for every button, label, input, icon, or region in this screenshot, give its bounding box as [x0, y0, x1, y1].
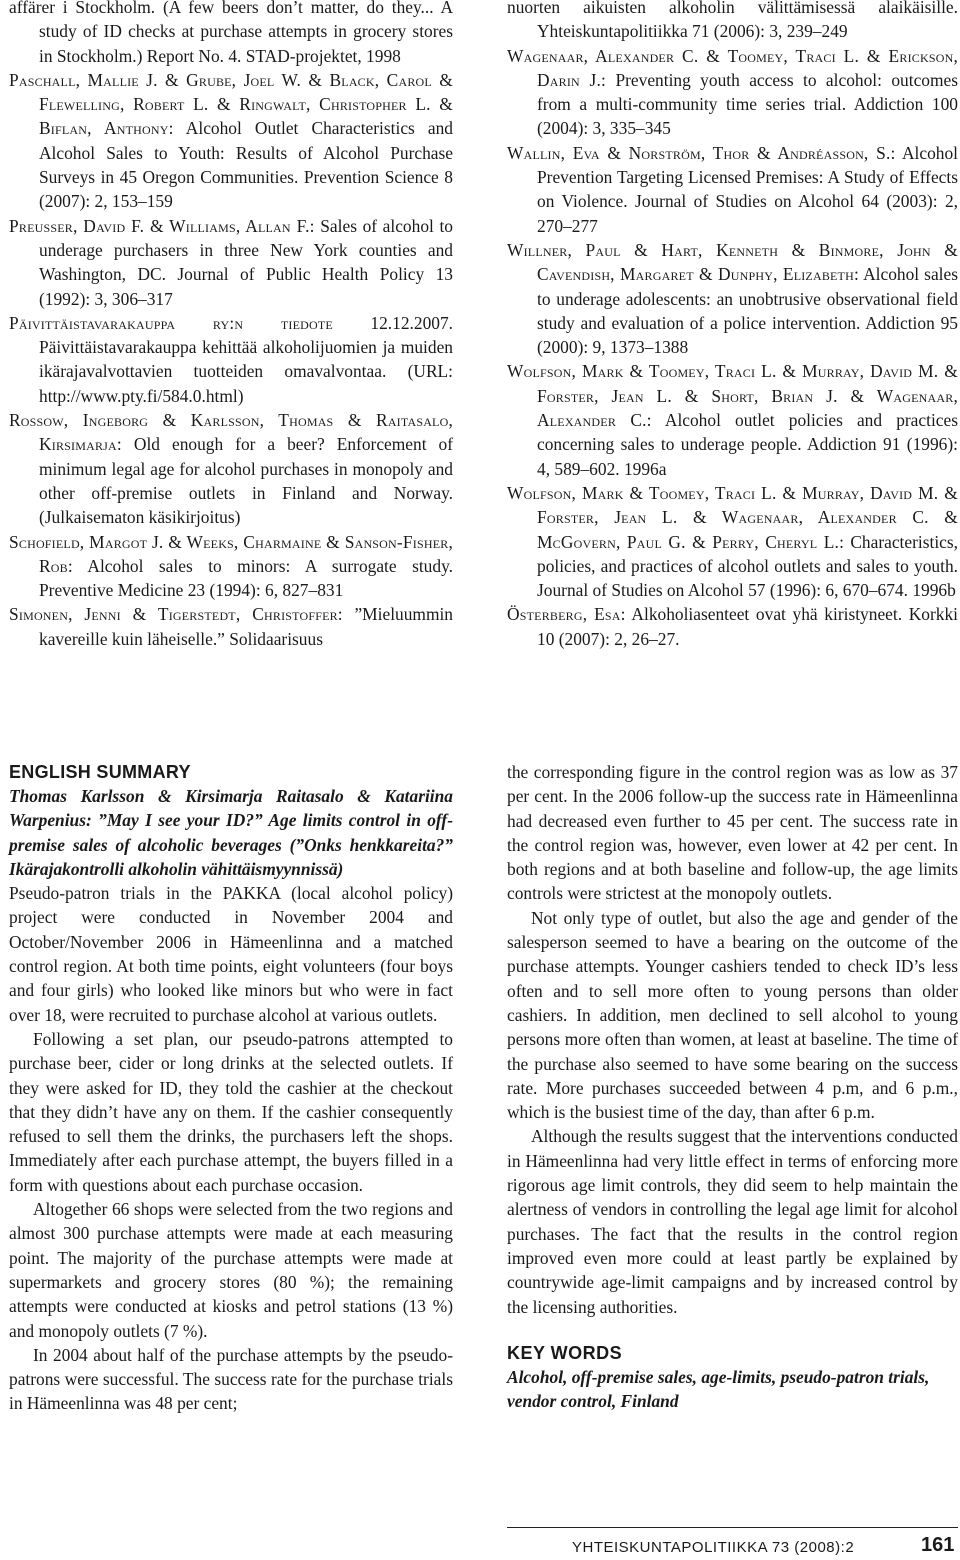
summary-paragraph: Although the results suggest that the interventions conducted in Hämeenlinna had very little effect in terms of enforcing more rigorous age limit controls, they did seem to help maintain the alertness of vendors in controlling the legal age limit for alcohol purchases. The fact that the results in the control region improved even more could at least partly be explained by countrywide age-limit campaigns and by increased control by the licensing authorities.	[507, 1126, 958, 1317]
reference-entry: Preusser, David F. & Williams, Allan F.: Sales of alcohol to underage purchasers in three New York counties and Washington, DC. Journal of Public Health Policy 13 (1992): 3, 306–317	[9, 215, 453, 309]
reference-entry: Wolfson, Mark & Toomey, Traci L. & Murray, David M. & Forster, Jean L. & Wagenaar, Alexander C. & McGovern, Paul G. & Perry, Cheryl L.: Characteristics, policies, and practices of alcohol outlets and sales to youth. Journal of Studies on Alcohol 57 (1996): 6, 670–674. 1996b	[507, 482, 958, 601]
reference-entry: Päivittäistavarakauppa ry:n tiedote 12.12.2007. Päivittäistavarakauppa kehittää alkoholijuomien ja muiden ikärajavalvottavien tuotteiden omavalvontaa. (URL: http://www.pty.fi/584.0.html)	[9, 312, 454, 406]
reference-entry: affärer i Stockholm. (A few beers don’t matter, do they... A study of ID checks at purchase attempts in grocery stores in Stockholm.) Report No. 4. STAD-projektet, 1998	[9, 0, 453, 66]
summary-paragraph: Not only type of outlet, but also the age and gender of the salesperson seemed to have a bearing on the outcome of the purchase attempts. Younger cashiers tended to check ID’s less often and to sell more often to young persons than older cashiers. In addition, men declined to sell alcohol to young persons more often than women, at least at baseline. The time of the purchase also seemed to have some bearing on the success rate. More purchases succeeded between 4 p.m, and 6 p.m., which is the busiest time of the day, than after 6 p.m.	[507, 907, 958, 1123]
summary-paragraph: the corresponding figure in the control region was as low as 37 per cent. In the 2006 follow-up the success rate in Hämeenlinna had decreased even further to 45 per cent. The success rate in the control region was, however, even lower at 42 per cent. In both regions and at both baseline and follow-up, the age limits controls were strictest at the monopoly outlets.	[507, 762, 958, 904]
footer-divider	[507, 1527, 958, 1528]
references-column-right	[507, 0, 958, 651]
reference-entry: Schofield, Margot J. & Weeks, Charmaine & Sanson-Fisher, Rob: Alcohol sales to minors: A surrogate study. Preventive Medicine 23 (1994): 6, 827–831	[9, 531, 453, 601]
reference-entry: Wagenaar, Alexander C. & Toomey, Traci L. & Erickson, Darin J.: Preventing youth access to alcohol: outcomes from a multi-community time series trial. Addiction 100 (2004): 3, 335–345	[507, 45, 958, 139]
reference-entry: Simonen, Jenni & Tigerstedt, Christoffer: ”Mieluummin kavereille kuin läheiselle.” Solidaarisuus	[9, 604, 453, 649]
reference-entry: Rossow, Ingeborg & Karlsson, Thomas & Raitasalo, Kirsimarja: Old enough for a beer? Enforcement of minimum legal age for alcohol purchases in monopoly and other off-premise outlets in Finland and Norway. (Julkaisematon käsikirjoitus)	[9, 410, 453, 528]
reference-entry: nuorten aikuisten alkoholin välittämisessä alaikäisille. Yhteiskuntapolitiikka 71 (2006): 3, 239–249	[507, 0, 958, 42]
summary-article-title: Thomas Karlsson & Kirsimarja Raitasalo & Katariina Warpenius: ”May I see your ID?” Age limits control in off-premise sales of alcoholic beverages (”Onks henkkareita?” Ikärajakontrolli alkoholin vähittäismyynnissä)	[9, 786, 453, 879]
summary-column-right	[507, 760, 958, 1413]
references-column-left	[9, 0, 453, 651]
footer-journal-name: YHTEISKUNTAPOLITIIKKA 73 (2008):2	[572, 1539, 855, 1556]
summary-column-left	[9, 760, 453, 1416]
summary-paragraph: In 2004 about half of the purchase attempts by the pseudo-patrons were successful. The success rate for the purchase trials in Hämeenlinna was 48 per cent;	[9, 1344, 453, 1414]
reference-entry: Willner, Paul & Hart, Kenneth & Binmore, John & Cavendish, Margaret & Dunphy, Elizabeth: Alcohol sales to underage adolescents: an unobtrusive observational field study and evaluation of a police intervention. Addiction 95 (2000): 9, 1373–1388	[507, 239, 958, 358]
summary-paragraph: Following a set plan, our pseudo-patrons attempted to purchase beer, cider or long drinks at the selected outlets. If they were asked for ID, they told the cashier at the checkout that they didn’t have any on them. If the cashier consequently refused to sell them the drinks, the purchasers left the shops. Immediately after each purchase attempt, the buyers filled in a form with questions about each purchase occasion.	[9, 1028, 453, 1195]
keywords-heading: KEY WORDS	[507, 1342, 623, 1363]
reference-entry: Österberg, Esa: Alkoholiasenteet ovat yhä kiristyneet. Korkki 10 (2007): 2, 26–27.	[507, 604, 958, 649]
summary-paragraph: Pseudo-patron trials in the PAKKA (local alcohol policy) project were conducted in November 2004 and October/November 2006 in Hämeenlinna and a matched control region. At both time points, eight volunteers (four boys and four girls) who looked like minors but who were in fact over 18, were recruited to purchase alcohol at various outlets.	[9, 883, 453, 1025]
reference-entry: Wallin, Eva & Norström, Thor & Andréasson, S.: Alcohol Prevention Targeting Licensed Premises: A Study of Effects on Violence. Journal of Studies on Alcohol 64 (2003): 2, 270–277	[507, 142, 958, 236]
page-number: 161	[921, 1534, 955, 1556]
keywords-text: Alcohol, off-premise sales, age-limits, pseudo-patron trials, vendor control, Finland	[507, 1366, 930, 1412]
reference-entry: Paschall, Mallie J. & Grube, Joel W. & Black, Carol & Flewelling, Robert L. & Ringwalt, Christopher L. & Biflan, Anthony: Alcohol Outlet Characteristics and Alcohol Sales to Youth: Results of Alcohol Purchase Surveys in 45 Oregon Communities. Prevention Science 8 (2007): 2, 153–159	[9, 69, 454, 212]
summary-heading: ENGLISH SUMMARY	[9, 762, 191, 782]
summary-paragraph: Altogether 66 shops were selected from the two regions and almost 300 purchase attempts were made at each measuring point. The majority of the purchase attempts were made at supermarkets and grocery stores (80 %); the remaining attempts were conducted at kiosks and petrol stations (13 %) and monopoly outlets (7 %).	[9, 1199, 453, 1341]
reference-entry: Wolfson, Mark & Toomey, Traci L. & Murray, David M. & Forster, Jean L. & Short, Brian J. & Wagenaar, Alexander C.: Alcohol outlet policies and practices concerning sales to underage people. Addiction 91 (1996): 4, 589–602. 1996a	[507, 361, 958, 479]
